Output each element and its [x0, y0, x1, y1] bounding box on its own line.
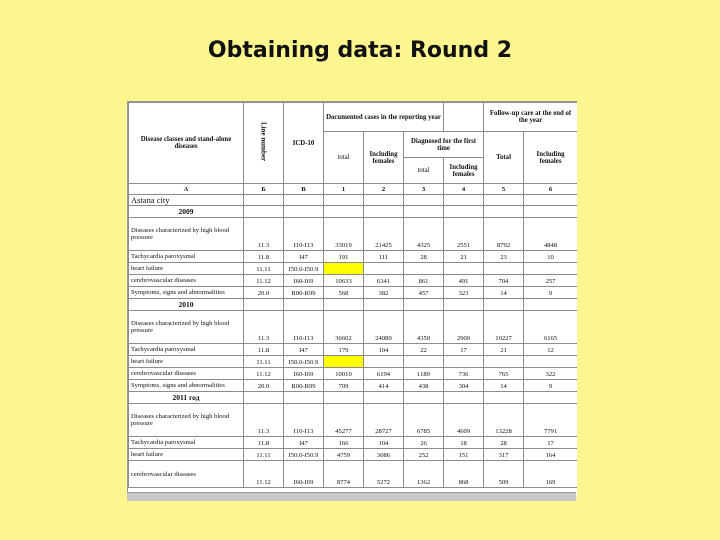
value-cell: 17	[444, 344, 484, 356]
line-number-cell: 20.0	[244, 380, 284, 392]
table-row	[129, 437, 578, 449]
icd-code-cell: I10-I13	[284, 218, 324, 251]
empty-cell	[444, 299, 484, 311]
value-cell	[524, 263, 577, 275]
value-cell: 10227	[484, 311, 524, 344]
spreadsheet-image	[127, 101, 577, 498]
value-cell	[484, 263, 524, 275]
table-row	[129, 404, 578, 437]
icd-code-cell: I10-I13	[284, 311, 324, 344]
value-cell: 304	[444, 380, 484, 392]
icd-code-cell: I10-I13	[284, 404, 324, 437]
value-cell: 2900	[444, 311, 484, 344]
value-cell: 2551	[444, 218, 484, 251]
table-row	[129, 356, 578, 368]
index-cell: 1	[324, 184, 364, 195]
header-icd: ICD-10	[284, 103, 324, 184]
empty-cell	[484, 299, 524, 311]
value-cell	[444, 356, 484, 368]
index-row	[129, 184, 578, 195]
disease-name-cell: Diseases characterized by high blood pressure	[129, 404, 244, 437]
index-cell: 3	[404, 184, 444, 195]
line-number-cell: 11.3	[244, 218, 284, 251]
empty-cell	[404, 299, 444, 311]
line-number-cell: 11.11	[244, 356, 284, 368]
line-number-cell: 11.12	[244, 275, 284, 287]
value-cell: 568	[324, 287, 364, 299]
value-cell: 5272	[364, 461, 404, 488]
value-cell: 179	[324, 344, 364, 356]
value-cell: 457	[404, 287, 444, 299]
icd-code-cell: R00-R99	[284, 380, 324, 392]
empty-cell	[444, 206, 484, 218]
value-cell: 36602	[324, 311, 364, 344]
empty-cell	[404, 206, 444, 218]
value-cell: 9	[524, 287, 577, 299]
value-cell: 317	[484, 449, 524, 461]
table-row	[129, 287, 578, 299]
empty-cell	[404, 392, 444, 404]
disease-name-cell: Tachycardia paroxysmal	[129, 344, 244, 356]
value-cell: 704	[484, 275, 524, 287]
value-cell: 868	[444, 461, 484, 488]
disease-name-cell: cerebrovascular diseases	[129, 275, 244, 287]
empty-cell	[284, 206, 324, 218]
empty-cell	[244, 299, 284, 311]
value-cell: 6785	[404, 404, 444, 437]
value-cell: 382	[364, 287, 404, 299]
line-number-cell: 11.12	[244, 461, 284, 488]
value-cell: 28	[404, 251, 444, 263]
value-cell	[324, 356, 364, 368]
empty-cell	[364, 392, 404, 404]
empty-cell	[244, 206, 284, 218]
index-cell: А	[129, 184, 244, 195]
value-cell	[524, 356, 577, 368]
index-cell: 2	[364, 184, 404, 195]
value-cell: 6194	[364, 368, 404, 380]
value-cell: 709	[324, 380, 364, 392]
value-cell: 17	[524, 437, 577, 449]
index-cell: Б	[244, 184, 284, 195]
header-empty	[444, 103, 484, 132]
value-cell: 10010	[324, 368, 364, 380]
value-cell: 4759	[324, 449, 364, 461]
line-number-cell: 11.11	[244, 263, 284, 275]
icd-code-cell: I60-I69	[284, 275, 324, 287]
icd-code-cell: I60-I69	[284, 368, 324, 380]
line-number-cell: 11.12	[244, 368, 284, 380]
disease-name-cell: heart failure	[129, 449, 244, 461]
value-cell: 22	[404, 344, 444, 356]
line-number-cell: 11.3	[244, 404, 284, 437]
sheet-tabs-bar	[127, 492, 576, 501]
disease-name-cell: cerebrovascular diseases	[129, 461, 244, 488]
header-line-number: Line number	[244, 103, 284, 184]
disease-name-cell: Tachycardia paroxysmal	[129, 251, 244, 263]
header-fu-incl-females: Including females	[524, 132, 577, 184]
year-label: 2009	[129, 206, 244, 218]
value-cell: 438	[404, 380, 444, 392]
value-cell: 252	[404, 449, 444, 461]
empty-cell	[364, 206, 404, 218]
slide-title: Obtaining data: Round 2	[207, 38, 513, 63]
header-total: total	[324, 132, 364, 184]
value-cell: 104	[364, 344, 404, 356]
index-cell: 6	[524, 184, 577, 195]
value-cell: 21	[444, 251, 484, 263]
empty-cell	[324, 206, 364, 218]
value-cell: 14	[484, 287, 524, 299]
icd-code-cell: I47	[284, 344, 324, 356]
value-cell: 28	[484, 437, 524, 449]
value-cell: 151	[444, 449, 484, 461]
table-row	[129, 311, 578, 344]
index-cell: 5	[484, 184, 524, 195]
year-row	[129, 299, 578, 311]
data-table	[128, 102, 577, 488]
value-cell: 28727	[364, 404, 404, 437]
empty-cell	[444, 392, 484, 404]
city-row	[129, 195, 578, 206]
empty-cell	[524, 299, 577, 311]
header-incl-females: Including females	[364, 132, 404, 184]
year-row	[129, 206, 578, 218]
line-number-cell: 11.3	[244, 311, 284, 344]
table-row	[129, 344, 578, 356]
header-disease: Disease classes and stand-alone diseases	[129, 103, 244, 184]
value-cell: 257	[524, 275, 577, 287]
city-label: Astana city	[129, 195, 244, 206]
table-row	[129, 461, 578, 488]
empty-cell	[524, 206, 577, 218]
icd-code-cell: I60-I69	[284, 461, 324, 488]
value-cell: 24089	[364, 311, 404, 344]
index-cell: В	[284, 184, 324, 195]
value-cell: 9	[524, 380, 577, 392]
value-cell	[324, 263, 364, 275]
value-cell: 45277	[324, 404, 364, 437]
value-cell: 765	[484, 368, 524, 380]
icd-code-cell: I47	[284, 437, 324, 449]
value-cell: 1362	[404, 461, 444, 488]
value-cell: 14	[484, 380, 524, 392]
value-cell: 33019	[324, 218, 364, 251]
value-cell: 6165	[524, 311, 577, 344]
table-row	[129, 263, 578, 275]
value-cell: 10	[524, 251, 577, 263]
header-fu-total: Total	[484, 132, 524, 184]
value-cell: 736	[444, 368, 484, 380]
line-number-cell: 20.0	[244, 287, 284, 299]
value-cell: 3086	[364, 449, 404, 461]
line-number-cell: 11.11	[244, 449, 284, 461]
table-row	[129, 368, 578, 380]
disease-name-cell: Tachycardia paroxysmal	[129, 437, 244, 449]
value-cell: 323	[444, 287, 484, 299]
value-cell: 191	[324, 251, 364, 263]
value-cell: 4325	[404, 218, 444, 251]
line-number-cell: 11.8	[244, 251, 284, 263]
value-cell	[364, 356, 404, 368]
disease-name-cell: cerebrovascular diseases	[129, 368, 244, 380]
header-documented: Documented cases in the reporting year	[324, 103, 444, 132]
table-row	[129, 218, 578, 251]
table-row	[129, 380, 578, 392]
disease-name-cell: Symptoms, signs and abnormalities	[129, 287, 244, 299]
table-row	[129, 251, 578, 263]
line-number-cell: 11.8	[244, 344, 284, 356]
icd-code-cell: I50.0-I50.9	[284, 263, 324, 275]
value-cell: 8792	[484, 218, 524, 251]
value-cell: 104	[364, 437, 404, 449]
value-cell	[364, 263, 404, 275]
value-cell: 21	[484, 344, 524, 356]
value-cell: 13228	[484, 404, 524, 437]
value-cell: 169	[524, 461, 577, 488]
value-cell	[484, 356, 524, 368]
value-cell	[404, 356, 444, 368]
table-row	[129, 275, 578, 287]
value-cell: 111	[364, 251, 404, 263]
value-cell: 4848	[524, 218, 577, 251]
disease-name-cell: Diseases characterized by high blood pressure	[129, 311, 244, 344]
year-row	[129, 392, 578, 404]
value-cell: 12	[524, 344, 577, 356]
empty-cell	[324, 392, 364, 404]
empty-cell	[284, 392, 324, 404]
value-cell: 23	[484, 251, 524, 263]
value-cell: 166	[324, 437, 364, 449]
value-cell: 414	[364, 380, 404, 392]
empty-cell	[364, 299, 404, 311]
line-number-cell: 11.8	[244, 437, 284, 449]
empty-cell	[284, 299, 324, 311]
value-cell: 322	[524, 368, 577, 380]
disease-name-cell: heart failure	[129, 263, 244, 275]
index-cell: 4	[444, 184, 484, 195]
empty-cell	[484, 392, 524, 404]
icd-code-cell: I50.0-I50.9	[284, 449, 324, 461]
icd-code-cell: R00-R99	[284, 287, 324, 299]
year-label: 2011 год	[129, 392, 244, 404]
value-cell: 4350	[404, 311, 444, 344]
value-cell	[444, 263, 484, 275]
value-cell	[404, 263, 444, 275]
header-diag-incl-females: Including females	[444, 158, 484, 184]
header-diag-first: Diagnosed for the first time	[404, 132, 484, 158]
value-cell: 6341	[364, 275, 404, 287]
value-cell: 26	[404, 437, 444, 449]
table-row	[129, 449, 578, 461]
value-cell: 509	[484, 461, 524, 488]
value-cell: 21425	[364, 218, 404, 251]
disease-name-cell: Symptoms, signs and abnormalities	[129, 380, 244, 392]
disease-name-cell: heart failure	[129, 356, 244, 368]
value-cell: 1189	[404, 368, 444, 380]
icd-code-cell: I50.0-I50.9	[284, 356, 324, 368]
value-cell: 10633	[324, 275, 364, 287]
value-cell: 491	[444, 275, 484, 287]
value-cell: 4609	[444, 404, 484, 437]
year-label: 2010	[129, 299, 244, 311]
icd-code-cell: I47	[284, 251, 324, 263]
value-cell: 7791	[524, 404, 577, 437]
value-cell: 18	[444, 437, 484, 449]
empty-cell	[484, 206, 524, 218]
disease-name-cell: Diseases characterized by high blood pressure	[129, 218, 244, 251]
value-cell: 8774	[324, 461, 364, 488]
value-cell: 164	[524, 449, 577, 461]
empty-cell	[244, 392, 284, 404]
empty-cell	[324, 299, 364, 311]
value-cell: 861	[404, 275, 444, 287]
empty-cell	[524, 392, 577, 404]
header-diag-total: total	[404, 158, 444, 184]
header-followup: Follow-up care at the end of the year	[484, 103, 577, 132]
